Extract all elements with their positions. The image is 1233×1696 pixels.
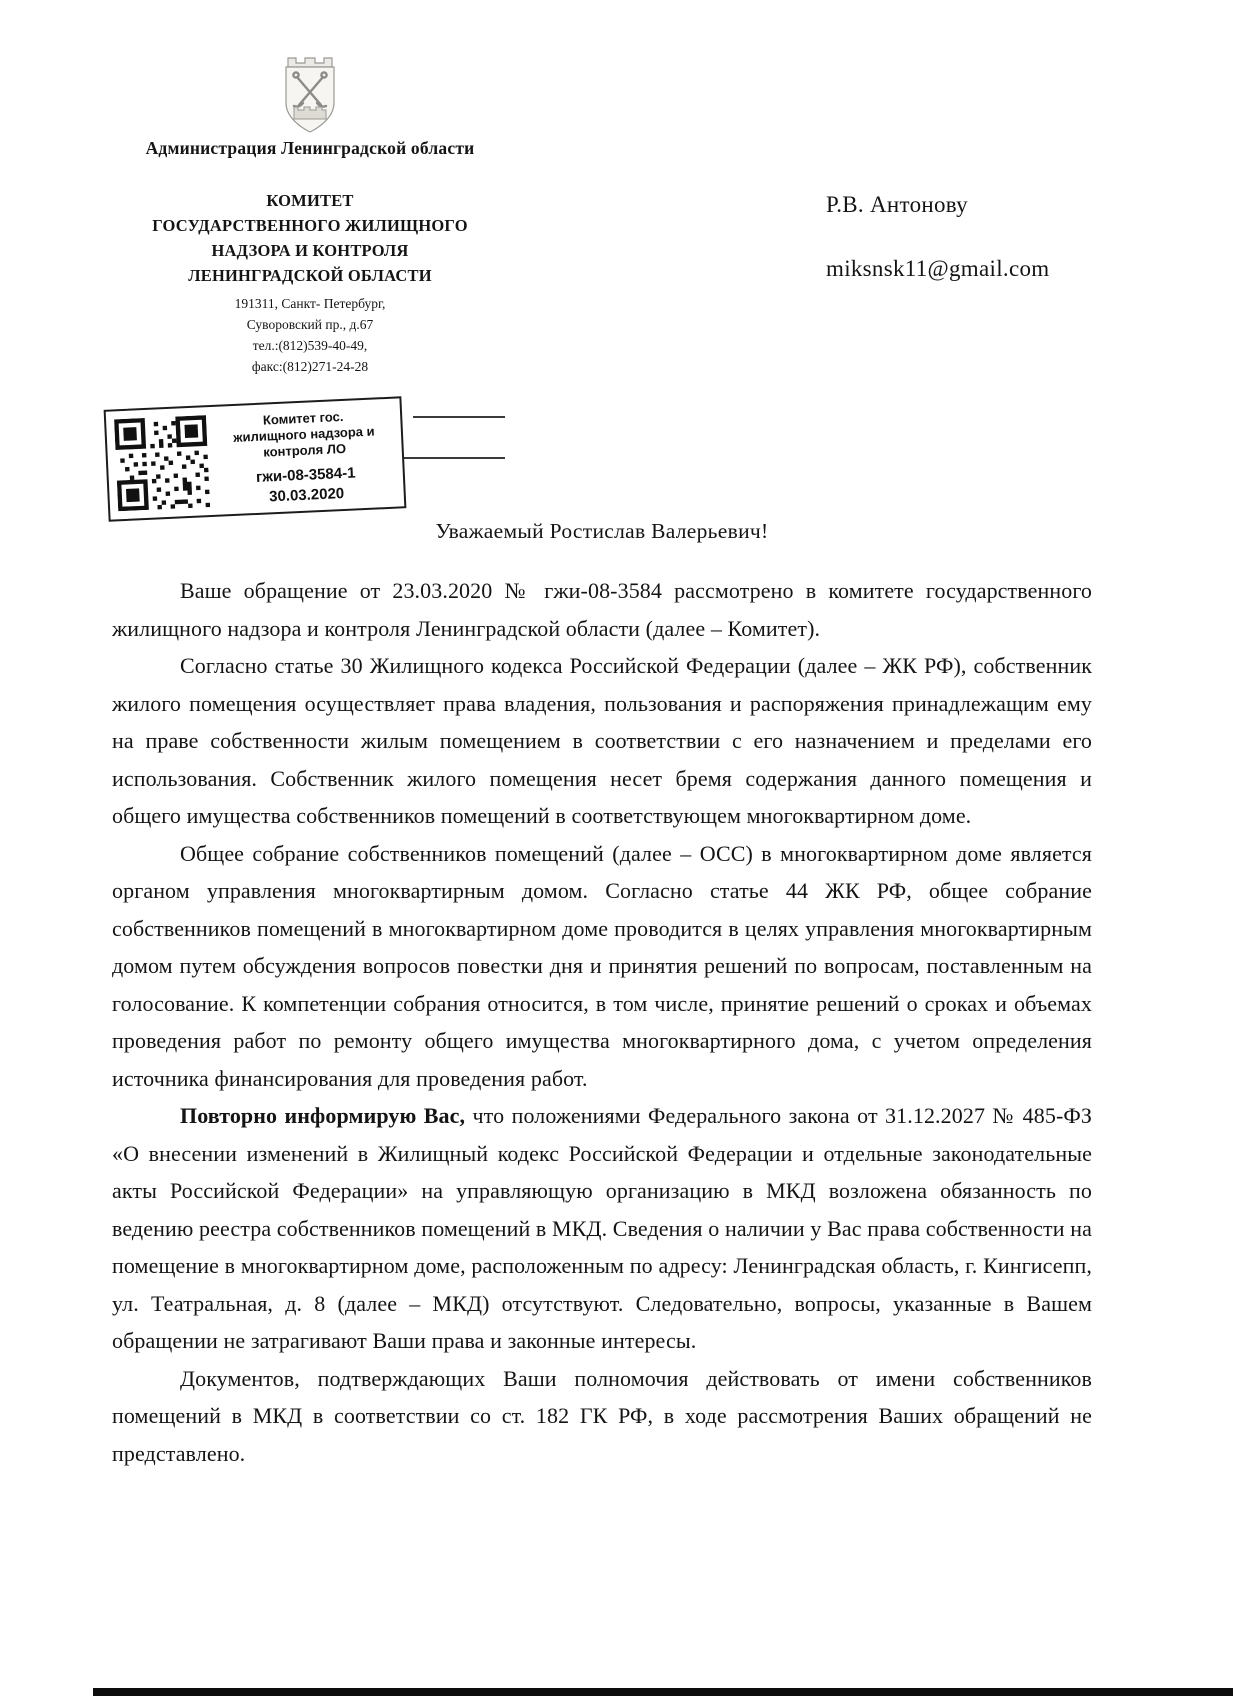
- stamp-org-line: жилищного надзора и: [232, 423, 375, 445]
- committee-phone: тел.:(812)539-40-49,: [252, 338, 368, 353]
- letter-paragraph: [112, 835, 1092, 1098]
- committee-fax: факс:(812)271-24-28: [251, 359, 369, 374]
- committee-name-line: ЛЕНИНГРАДСКОЙ ОБЛАСТИ: [188, 266, 432, 285]
- paragraph-lead: Повторно информирую Вас,: [180, 1103, 466, 1128]
- stamp-info: [214, 406, 396, 507]
- stamp-registration-number: гжи-08-3584-1: [255, 463, 356, 486]
- stamp-org-line: Комитет гос.: [262, 408, 344, 428]
- letter-paragraph: [112, 572, 1092, 647]
- coat-of-arms-icon: [281, 54, 339, 136]
- letter-paragraph: [112, 647, 1092, 835]
- stamp-org-line: контроля ЛО: [262, 440, 347, 460]
- letter-paragraph: [112, 1360, 1092, 1473]
- fill-in-line: [413, 416, 505, 418]
- committee-address: [108, 293, 512, 377]
- paragraph-text: Согласно статье 30 Жилищного кодекса Российской Федерации (далее – ЖК РФ), собственник жилого помещения осуществляет права владения, пользования и распоряжения принадлежащим ему на праве собственности жилым помещением в соответствии с его назначением и пределами его использования. Собственник жилого помещения несет бремя содержания данного помещения и общего имущества собственников помещений в соответствующем многоквартирном доме.: [112, 653, 1092, 828]
- committee-address-line: Суворовский пр., д.67: [246, 317, 374, 332]
- paragraph-text: что положениями Федерального закона от 31.12.2027 № 485-ФЗ «О внесении изменений в Жилищный кодекс Российской Федерации и отдельные законодательные акты Российской Федерации» на управляющую организацию в МКД возложена обязанность по ведению реестра собственников помещений в МКД. Сведения о наличии у Вас права собственности на помещение в многоквартирном доме, расположенным по адресу: Ленинградская область, г. Кингисепп, ул. Театральная, д. 8 (далее – МКД) отсутствуют. Следовательно, вопросы, указанные в Вашем обращении не затрагивают Ваши права и законные интересы.: [112, 1103, 1092, 1353]
- recipient-email: miksnsk11@gmail.com: [826, 256, 1050, 281]
- committee-letterhead: [108, 188, 512, 377]
- paragraph-text: Документов, подтверждающих Ваши полномочия действовать от имени собственников помещений в МКД в соответствии со ст. 182 ГК РФ, в ходе рассмотрения Ваших обращений не представлено.: [112, 1365, 1092, 1466]
- paragraph-text: Ваше обращение от 23.03.2020 № гжи-08-3584 рассмотрено в комитете государственного жилищного надзора и контроля Ленинградской области (далее – Комитет).: [112, 578, 1092, 641]
- qr-code-icon: [114, 415, 210, 511]
- recipient-name: Р.В. Антонову: [826, 192, 968, 217]
- recipient-block: [826, 192, 1049, 282]
- committee-name-line: НАДЗОРА И КОНТРОЛЯ: [211, 241, 409, 260]
- fill-in-line: [404, 457, 505, 459]
- committee-name-line: КОМИТЕТ: [266, 191, 354, 210]
- paragraph-text: Общее собрание собственников помещений (далее – ОСС) в многоквартирном доме является органом управления многоквартирным домом. Согласно статье 44 ЖК РФ, общее собрание собственников помещений в многоквартирном доме проводится в целях управления многоквартирным домом путем обсуждения вопросов повестки дня и принятия решений по вопросам, поставленным на голосование. К компетенции собрания относится, в том числе, принятие решений о сроках и объемах проведения работ по ремонту общего имущества многоквартирного дома, с учетом определения источника финансирования для проведения работ.: [112, 840, 1092, 1091]
- committee-address-line: 191311, Санкт- Петербург,: [234, 296, 386, 311]
- letter-body: [112, 519, 1092, 1472]
- scan-artifact-line: [93, 1688, 1233, 1696]
- salutation: Уважаемый Ростислав Валерьевич!: [435, 519, 769, 543]
- stamp-registration-date: 30.03.2020: [268, 484, 345, 505]
- administration-title: Администрация Ленинградской области: [145, 138, 475, 158]
- committee-name-line: ГОСУДАРСТВЕННОГО ЖИЛИЩНОГО: [152, 216, 468, 235]
- registration-stamp: [104, 396, 407, 521]
- letter-paragraph: [112, 1097, 1092, 1360]
